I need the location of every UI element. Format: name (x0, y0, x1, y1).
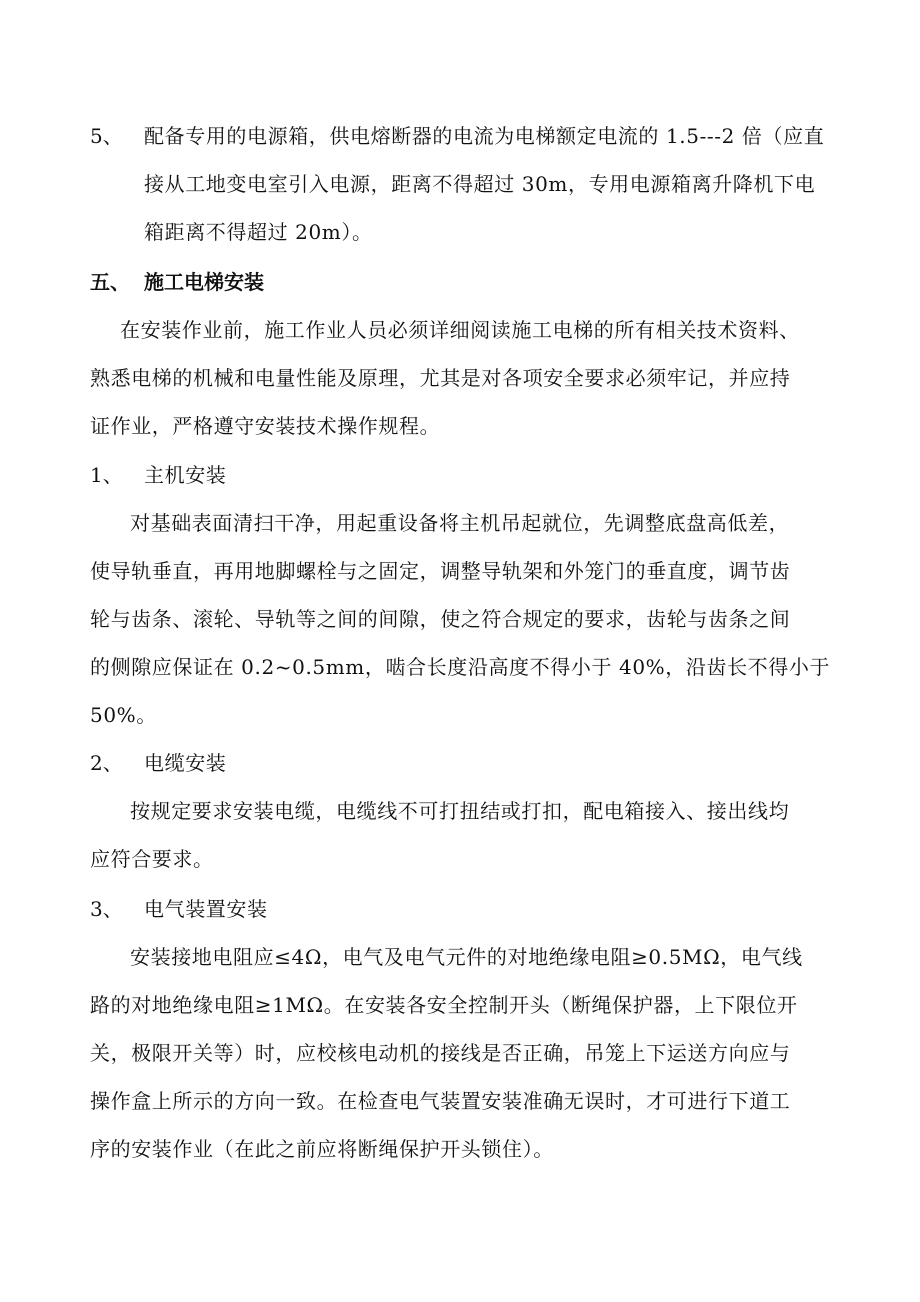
sub-3-line-1: 安装接地电阻应≤4Ω，电气及电气元件的对地绝缘电阻≥0.5MΩ，电气线 (130, 945, 803, 969)
item-5-line-2: 接从工地变电室引入电源，距离不得超过 30m，专用电源箱离升降机下电 (144, 172, 816, 196)
sub-2-number: 2、 (90, 751, 123, 775)
sub-1-line-2: 使导轨垂直，再用地脚螺栓与之固定，调整导轨架和外笼门的垂直度，调节齿 (90, 559, 791, 583)
item-5-line-1: 配备专用的电源箱，供电熔断器的电流为电梯额定电流的 1.5---2 倍（应直 (144, 124, 825, 148)
sub-1-title: 主机安装 (144, 463, 227, 487)
item-5-number: 5、 (90, 124, 123, 148)
sub-2-line-1: 按规定要求安装电缆，电缆线不可打扭结或打扣，配电箱接入、接出线均 (130, 799, 790, 823)
sub-2-title: 电缆安装 (144, 751, 227, 775)
sub-1-line-5: 50%。 (90, 703, 157, 727)
item-5-line-3: 箱距离不得超过 20m）。 (144, 220, 373, 244)
section-5-number: 五、 (90, 270, 130, 294)
sub-3-line-2: 路的对地绝缘电阻≥1MΩ。在安装各安全控制开头（断绳保护器，上下限位开 (90, 993, 798, 1017)
sub-1-number: 1、 (90, 463, 123, 487)
section-5-intro-line-3: 证作业，严格遵守安装技术操作规程。 (90, 414, 441, 438)
sub-1-line-1: 对基础表面清扫干净，用起重设备将主机吊起就位，先调整底盘高低差， (130, 511, 790, 535)
sub-1-line-4: 的侧隙应保证在 0.2~0.5mm，啮合长度沿高度不得小于 40%，沿齿长不得小于 (90, 655, 831, 679)
sub-1-line-3: 轮与齿条、滚轮、导轨等之间的间隙，使之符合规定的要求，齿轮与齿条之间 (90, 607, 791, 631)
section-5-intro-line-2: 熟悉电梯的机械和电量性能及原理，尤其是对各项安全要求必须牢记，并应持 (90, 366, 791, 390)
section-5-intro-line-1: 在安装作业前，施工作业人员必须详细阅读施工电梯的所有相关技术资料、 (120, 318, 800, 342)
sub-3-line-3: 关，极限开关等）时，应校核电动机的接线是否正确，吊笼上下运送方向应与 (90, 1041, 791, 1065)
sub-2-line-2: 应符合要求。 (90, 847, 214, 871)
section-5-title: 施工电梯安装 (144, 270, 264, 294)
sub-3-line-4: 操作盒上所示的方向一致。在检查电气装置安装准确无误时，才可进行下道工 (90, 1089, 791, 1113)
sub-3-number: 3、 (90, 897, 123, 921)
sub-3-line-5: 序的安装作业（在此之前应将断绳保护开头锁住）。 (90, 1137, 554, 1161)
sub-3-title: 电气装置安装 (144, 897, 268, 921)
